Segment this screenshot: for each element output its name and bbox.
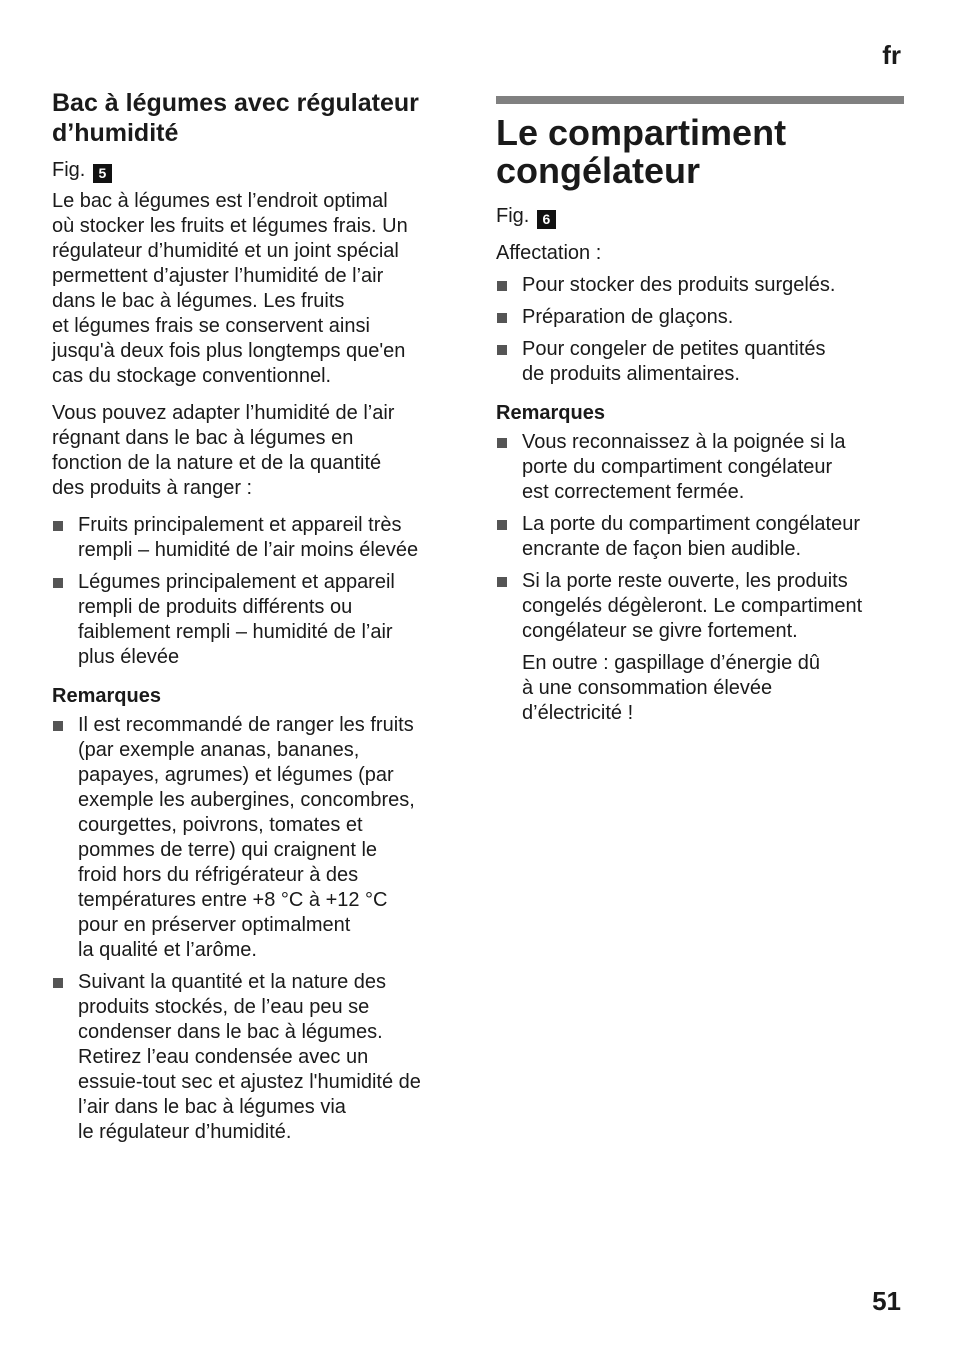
text-line: rempli – humidité de l’air moins élevée	[78, 539, 419, 561]
text-line: exemple les aubergines, concombres,	[78, 789, 415, 811]
text-line: porte du compartiment congélateur	[522, 456, 833, 478]
list-item	[496, 337, 904, 387]
text-line: Pour congeler de petites quantités	[522, 338, 826, 360]
square-bullet-icon	[53, 978, 63, 988]
text-line: Retirez l’eau condensée avec un	[78, 1046, 369, 1068]
text-line: plus élevée	[78, 646, 180, 668]
list-item	[496, 512, 904, 562]
text-line: cas du stockage conventionnel.	[52, 365, 332, 387]
text-line: congélateur se givre fortement.	[522, 620, 798, 642]
text-line: congélateur	[496, 150, 701, 191]
left-column	[52, 88, 464, 1152]
square-bullet-icon	[497, 577, 507, 587]
list-item	[52, 713, 464, 963]
humidity-options-list	[52, 513, 464, 670]
text-line: froid hors du réfrigérateur à des	[78, 864, 359, 886]
text-line: En outre : gaspillage d’énergie dû	[522, 652, 820, 674]
section-heading-freezer	[496, 114, 904, 190]
text-line: et légumes frais se conservent ainsi	[52, 315, 370, 337]
page-number: 51	[872, 1286, 901, 1316]
text-line: d’électricité !	[522, 702, 634, 724]
square-bullet-icon	[497, 313, 507, 323]
paragraph-affectation: Affectation :	[496, 242, 602, 264]
text-line: congelés dégèleront. Le compartiment	[522, 595, 863, 617]
notes-list	[496, 430, 904, 644]
text-line: Le bac à légumes est l’endroit optimal	[52, 190, 388, 212]
notes-heading: Remarques	[496, 402, 605, 424]
section-divider	[496, 96, 904, 104]
text-line: produits stockés, de l’eau peu se	[78, 996, 370, 1018]
text-line: papayes, agrumes) et légumes (par	[78, 764, 394, 786]
text-line: des produits à ranger :	[52, 477, 253, 499]
list-item	[496, 569, 904, 644]
figure-number-badge: 5	[93, 164, 112, 183]
text-line: régulateur d’humidité et un joint spécial	[52, 240, 399, 262]
list-item	[52, 570, 464, 670]
text-line: pour en préserver optimalment	[78, 914, 351, 936]
text-line: courgettes, poivrons, tomates et	[78, 814, 363, 836]
text-line: (par exemple ananas, bananes,	[78, 739, 360, 761]
text-line: l’air dans le bac à légumes via	[78, 1096, 346, 1118]
list-item	[496, 430, 904, 505]
uses-list	[496, 273, 904, 387]
list-item	[52, 970, 464, 1145]
square-bullet-icon	[497, 345, 507, 355]
text-line: Vous reconnaissez à la poignée si la	[522, 431, 846, 453]
square-bullet-icon	[497, 281, 507, 291]
text-line: fonction de la nature et de la quantité	[52, 452, 382, 474]
text-line: essuie-tout sec et ajustez l'humidité de	[78, 1071, 421, 1093]
language-tag: fr	[882, 40, 901, 70]
text-line: condenser dans le bac à légumes.	[78, 1021, 383, 1043]
right-column	[496, 96, 904, 726]
text-line: températures entre +8 °C à +12 °C	[78, 889, 388, 911]
text-line: Fruits principalement et appareil très	[78, 514, 402, 536]
text-line: Légumes principalement et appareil	[78, 571, 395, 593]
text-line: le régulateur d’humidité.	[78, 1121, 292, 1143]
paragraph-intro	[52, 189, 464, 389]
text-line: Si la porte reste ouverte, les produits	[522, 570, 848, 592]
text-line: encrante de façon bien audible.	[522, 538, 802, 560]
paragraph-humidity	[52, 401, 464, 501]
text-line: où stocker les fruits et légumes frais. Un	[52, 215, 408, 237]
notes-heading: Remarques	[52, 685, 161, 707]
figure-reference	[52, 158, 464, 183]
text-line: jusqu'à deux fois plus longtemps que'en	[52, 340, 406, 362]
text-line: Il est recommandé de ranger les fruits	[78, 714, 414, 736]
text-line: pommes de terre) qui craignent le	[78, 839, 378, 861]
text-line: Pour stocker des produits surgelés.	[522, 274, 836, 296]
text-line: permettent d’ajuster l’humidité de l’air	[52, 265, 384, 287]
square-bullet-icon	[497, 438, 507, 448]
list-item	[496, 305, 904, 330]
square-bullet-icon	[497, 520, 507, 530]
text-line: régnant dans le bac à légumes en	[52, 427, 354, 449]
text-line: est correctement fermée.	[522, 481, 745, 503]
energy-warning	[496, 651, 904, 726]
text-line: la qualité et l’arôme.	[78, 939, 257, 961]
notes-list	[52, 713, 464, 1145]
text-line: Préparation de glaçons.	[522, 306, 734, 328]
list-item	[52, 513, 464, 563]
figure-reference	[496, 204, 904, 229]
text-line: rempli de produits différents ou	[78, 596, 353, 618]
figure-label: Fig.	[52, 159, 86, 181]
section-heading-vegetable-drawer: Bac à légumes avec régulateur d’humidité	[52, 89, 419, 147]
text-line: Vous pouvez adapter l’humidité de l’air	[52, 402, 395, 424]
square-bullet-icon	[53, 721, 63, 731]
text-line: La porte du compartiment congélateur	[522, 513, 860, 535]
text-line: Le compartiment	[496, 112, 787, 153]
text-line: Suivant la quantité et la nature des	[78, 971, 386, 993]
text-line: à une consommation élevée	[522, 677, 773, 699]
figure-number-badge: 6	[537, 210, 556, 229]
text-line: de produits alimentaires.	[522, 363, 740, 385]
square-bullet-icon	[53, 521, 63, 531]
list-item	[496, 273, 904, 298]
square-bullet-icon	[53, 578, 63, 588]
figure-label: Fig.	[496, 205, 530, 227]
text-line: dans le bac à légumes. Les fruits	[52, 290, 345, 312]
text-line: faiblement rempli – humidité de l’air	[78, 621, 393, 643]
